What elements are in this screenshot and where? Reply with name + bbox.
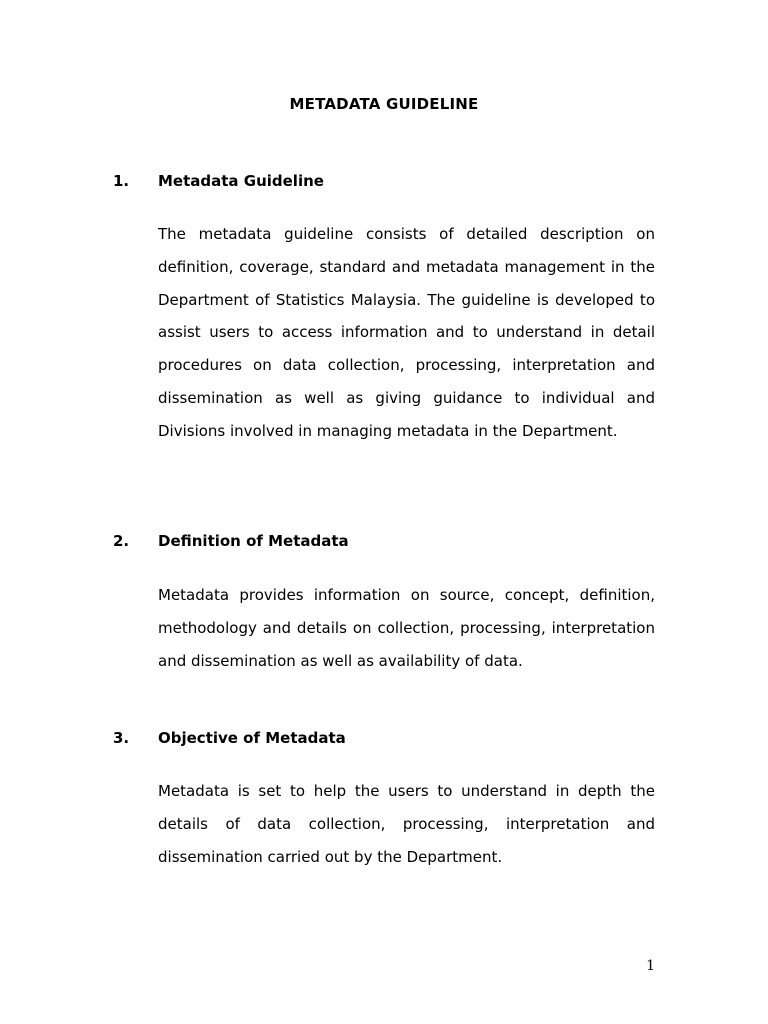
section-3-body: Metadata is set to help the users to understand in depth the details of data collection, processing, interpretation and dissemination carried out by the Department. <box>158 782 655 866</box>
section-1-body: The metadata guideline consists of detailed description on definition, coverage, standard and metadata management in the Department of Statistics Malaysia. The guideline is developed to assist users to access information and to understand in detail procedures on data collection, processing, interpretation and dissemination as well as giving guidance to individual and Divisions involved in managing metadata in the Department. <box>158 225 655 440</box>
section-1-heading: Metadata Guideline <box>158 172 324 190</box>
section-3-heading: Objective of Metadata <box>158 729 346 747</box>
page-number: 1 <box>646 958 655 974</box>
section-2-heading: Definition of Metadata <box>158 532 349 550</box>
section-2-body: Metadata provides information on source, concept, definition, methodology and details on collection, processing, interpretation and dissemination as well as availability of data. <box>158 586 655 670</box>
section-1-number: 1. <box>113 172 130 190</box>
section-2-number: 2. <box>113 532 130 550</box>
section-3-number: 3. <box>113 729 130 747</box>
page-title: METADATA GUIDELINE <box>289 95 479 113</box>
